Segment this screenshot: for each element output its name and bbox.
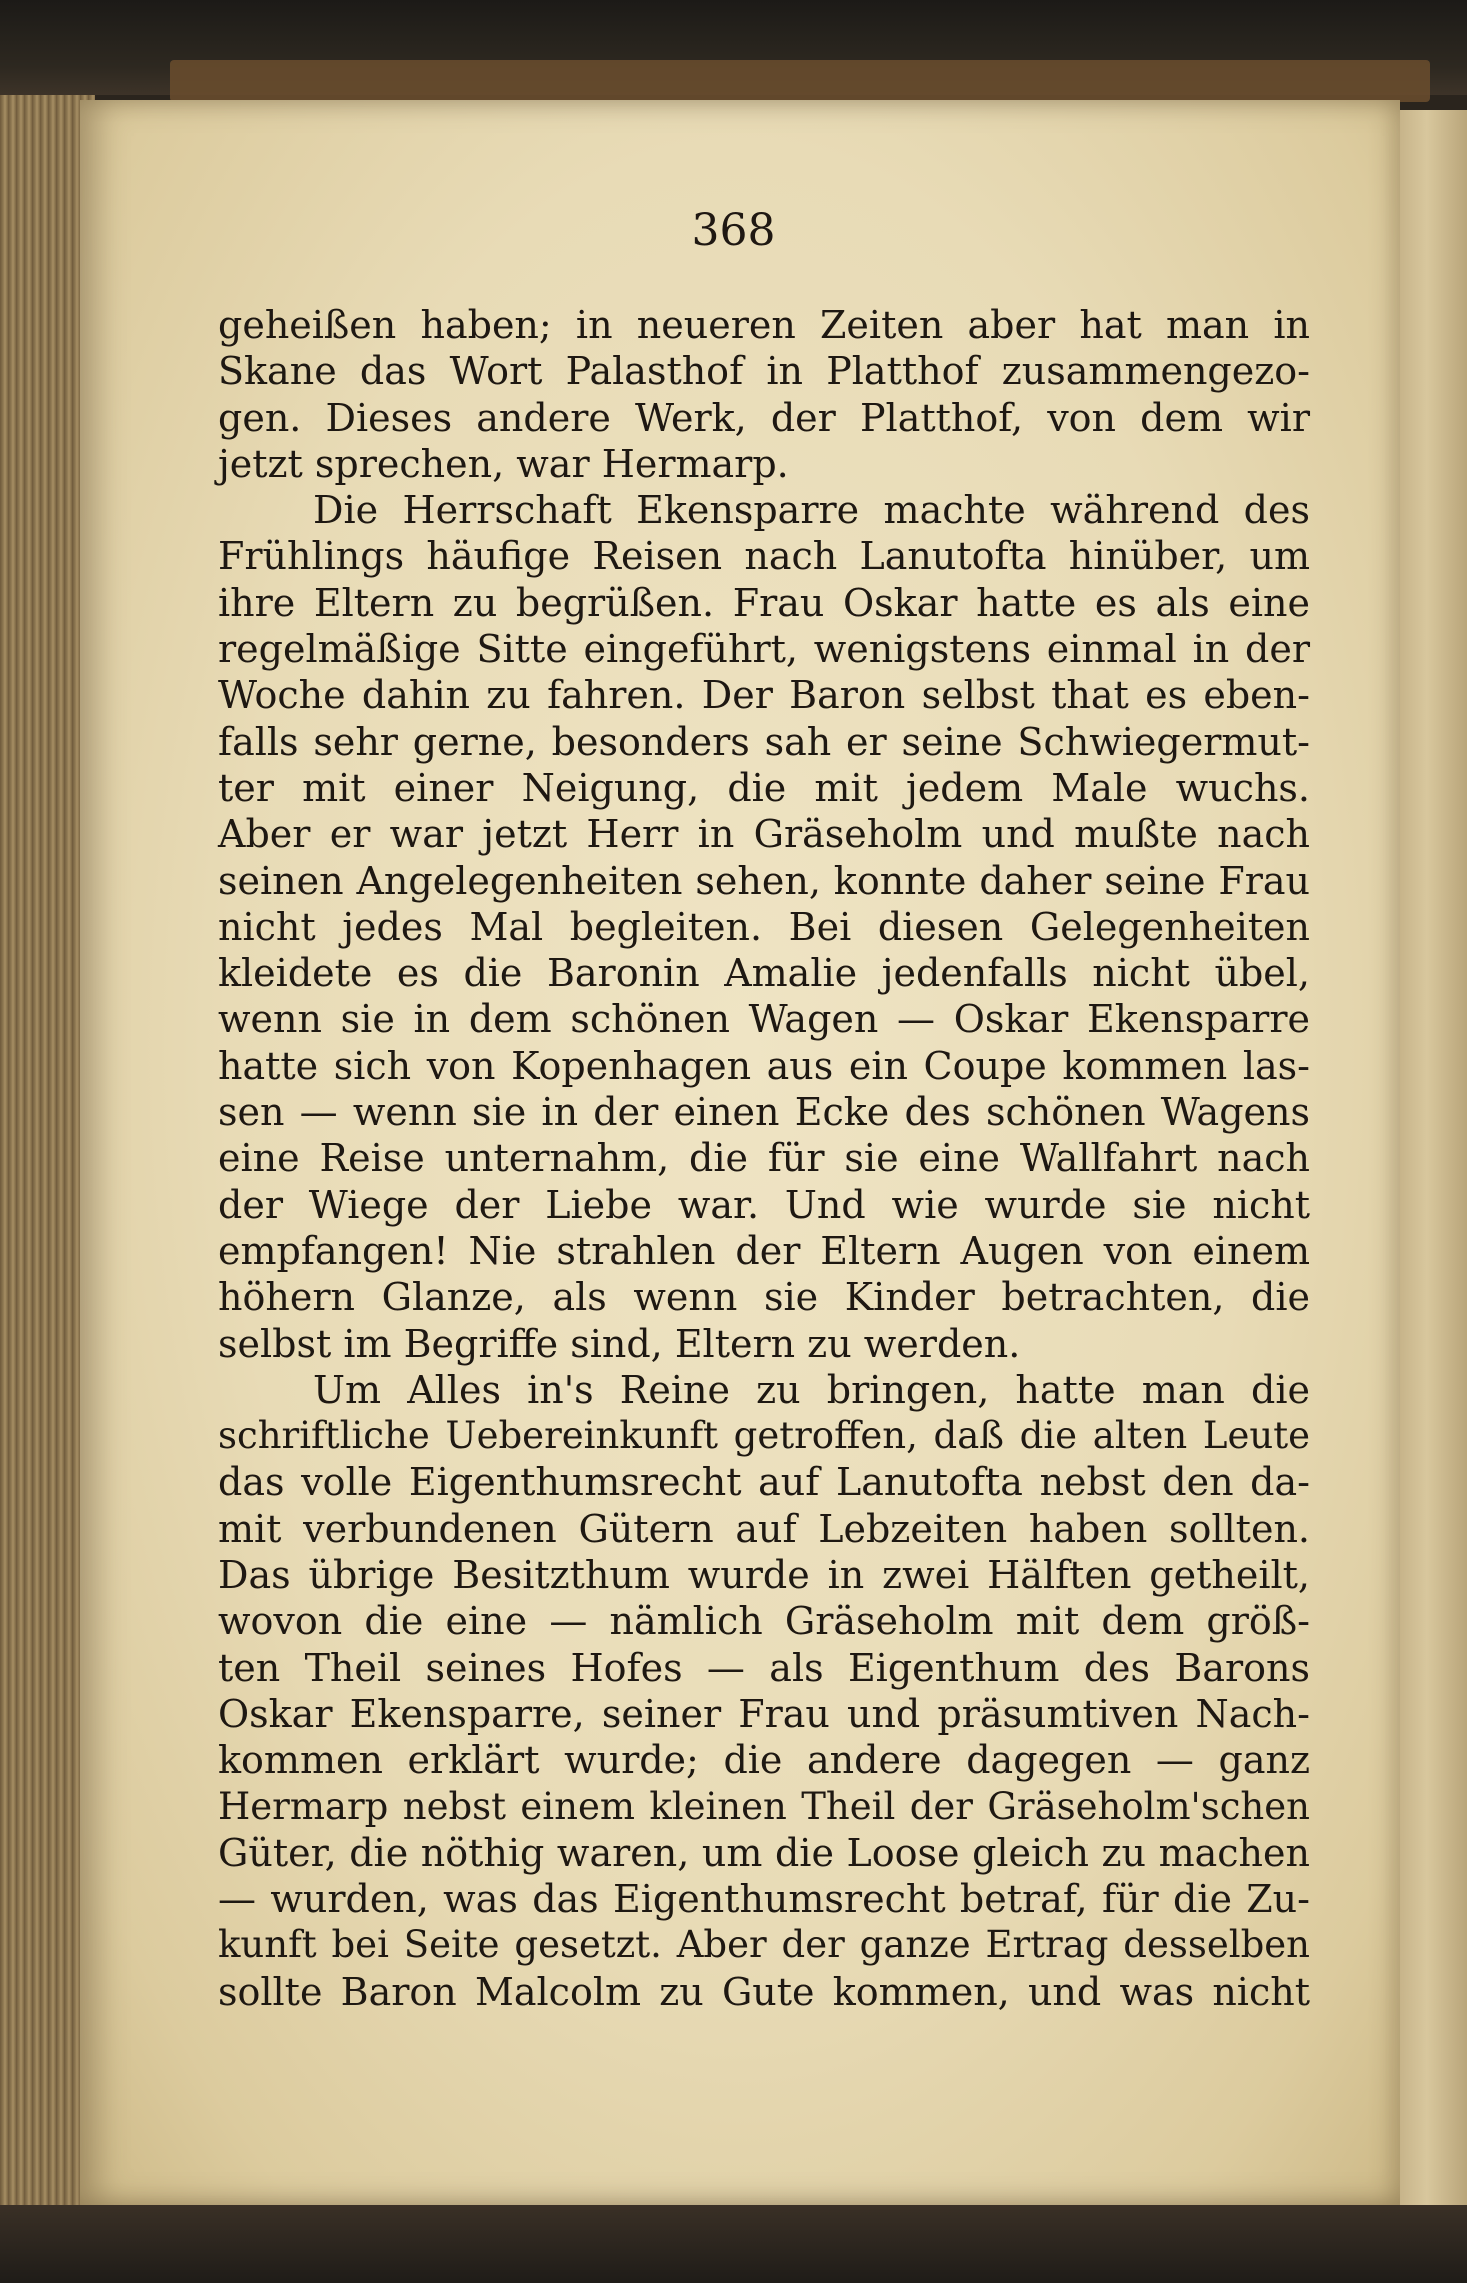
text-line: schriftliche Uebereinkunft getroffen, daß die alten Leute xyxy=(218,1414,1310,1458)
text-line: eine Reise unternahm, die für sie eine Wallfahrt nach xyxy=(218,1136,1310,1181)
text-line: kleidete es die Baronin Amalie jedenfalls nicht übel, xyxy=(218,951,1310,996)
text-line: wenn sie in dem schönen Wagen — Oskar Ekensparre xyxy=(218,997,1310,1042)
leather-binding-strip xyxy=(170,60,1430,102)
text-line: regelmäßige Sitte eingeführt, wenigstens einmal in der xyxy=(218,627,1310,672)
text-line: nicht jedes Mal begleiten. Bei diesen Gelegenheiten xyxy=(218,904,1310,949)
text-line: sollte Baron Malcolm zu Gute kommen, und was nicht xyxy=(218,1969,1310,2014)
text-line: empfangen! Nie strahlen der Eltern Augen von einem xyxy=(218,1228,1310,1273)
text-line: Hermarp nebst einem kleinen Theil der Gräseholm'schen xyxy=(218,1784,1310,1828)
text-line: Frühlings häufige Reisen nach Lanutofta hinüber, um xyxy=(218,534,1310,579)
text-line: falls sehr gerne, besonders sah er seine Schwiegermut- xyxy=(218,719,1310,764)
text-line: ihre Eltern zu begrüßen. Frau Oskar hatte es als eine xyxy=(218,580,1310,625)
text-line: der Wiege der Liebe war. Und wie wurde sie nicht xyxy=(218,1182,1310,1227)
text-line: Woche dahin zu fahren. Der Baron selbst that es eben- xyxy=(218,673,1310,718)
text-line: — wurden, was das Eigenthumsrecht betraf, für die Zu- xyxy=(218,1877,1310,1922)
text-line: Die Herrschaft Ekensparre machte während des xyxy=(313,488,1310,533)
text-line: seinen Angelegenheiten sehen, konnte daher seine Frau xyxy=(218,858,1310,903)
text-line: jetzt sprechen, war Hermarp. xyxy=(218,441,789,486)
text-line: Skane das Wort Palasthof in Platthof zusammengezo- xyxy=(218,349,1310,394)
text-line: Um Alles in's Reine zu bringen, hatte man die xyxy=(313,1367,1310,1412)
text-line: ten Theil seines Hofes — als Eigenthum des Barons xyxy=(218,1645,1310,1690)
text-line: kommen erklärt wurde; die andere dagegen — ganz xyxy=(218,1738,1310,1783)
text-line: sen — wenn sie in der einen Ecke des schönen Wagens xyxy=(218,1090,1310,1135)
text-line: höhern Glanze, als wenn sie Kinder betrachten, die xyxy=(218,1275,1310,1320)
text-line: ter mit einer Neigung, die mit jedem Male wuchs. xyxy=(218,765,1310,810)
text-line: geheißen haben; in neueren Zeiten aber hat man in xyxy=(218,303,1310,347)
text-line: wovon die eine — nämlich Gräseholm mit dem größ- xyxy=(218,1599,1310,1644)
text-line: gen. Dieses andere Werk, der Platthof, von dem wir xyxy=(218,395,1310,440)
text-line: Güter, die nöthig waren, um die Loose gleich zu machen xyxy=(218,1830,1310,1875)
text-line: Aber er war jetzt Herr in Gräseholm und mußte nach xyxy=(218,812,1310,857)
page-number: 368 xyxy=(691,205,776,256)
text-line: kunft bei Seite gesetzt. Aber der ganze Ertrag desselben xyxy=(218,1923,1310,1967)
book-cover-bottom xyxy=(0,2205,1467,2283)
page-text xyxy=(218,302,1310,2015)
text-line: Oskar Ekensparre, seiner Frau und präsumtiven Nach- xyxy=(218,1691,1310,1736)
text-line: das volle Eigenthumsrecht auf Lanutofta nebst den da- xyxy=(218,1460,1310,1505)
text-line: hatte sich von Kopenhagen aus ein Coupe kommen las- xyxy=(218,1043,1310,1088)
text-line: mit verbundenen Gütern auf Lebzeiten haben sollten. xyxy=(218,1506,1310,1551)
text-line: selbst im Begriffe sind, Eltern zu werden. xyxy=(218,1321,1021,1366)
text-line: Das übrige Besitzthum wurde in zwei Hälften getheilt, xyxy=(218,1553,1310,1598)
facing-page-edge xyxy=(1400,110,1467,2205)
